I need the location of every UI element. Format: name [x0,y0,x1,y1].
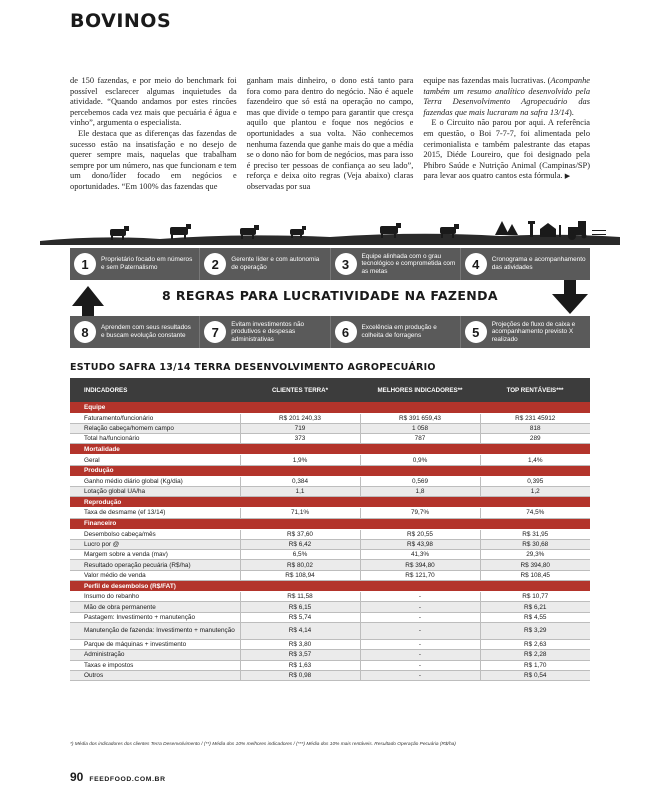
indicator-label: Relação cabeça/homem campo [70,423,240,433]
group-label: Mortalidade [70,444,590,455]
indicator-value: 0,9% [360,455,480,465]
rule-number-badge: 2 [204,253,226,275]
indicator-value: 719 [240,423,360,433]
indicator-value: R$ 1,70 [480,660,590,670]
indicator-value: - [360,650,480,660]
indicator-value: - [360,639,480,649]
indicator-value: R$ 2,28 [480,650,590,660]
indicator-value: R$ 201 240,33 [240,413,360,423]
table-body [70,402,590,681]
table-group-row [70,465,590,476]
article-paragraph [423,76,590,118]
indicator-label: Lotação global UA/ha [70,486,240,496]
table-row [70,529,590,539]
table-group-row [70,581,590,592]
indicator-value: R$ 108,94 [240,570,360,580]
rule-number-badge: 7 [204,321,226,343]
indicator-value: R$ 3,80 [240,639,360,649]
indicator-value: 0,384 [240,476,360,486]
rule-number-badge: 5 [465,321,487,343]
indicator-value: 6,5% [240,550,360,560]
table-group-row [70,444,590,455]
indicator-value: R$ 6,21 [480,602,590,612]
rule-item [461,316,590,348]
indicator-label: Insumo do rebanho [70,592,240,602]
indicator-value: 1,2 [480,486,590,496]
indicator-label: Administração [70,650,240,660]
rule-number-badge: 1 [74,253,96,275]
farm-landscape-illustration [40,215,620,245]
indicator-value: 0,395 [480,476,590,486]
table-row [70,560,590,570]
paragraph-text: equipe nas fazendas mais lucrativas. ( [423,76,551,85]
rules-title: 8 REGRAS PARA LUCRATIVIDADE NA FAZENDA [161,288,499,303]
indicator-value: - [360,622,480,639]
paragraph-italic-text: Acompanhe também um resumo analítico desenvolvido pela Terra Desenvolvimento Agropecuário das fazendas que mais lucraram na safra 13/14 [423,76,591,117]
indicator-value: R$ 3,29 [480,622,590,639]
paragraph-text: E o Circuito não parou por aqui. A referência em questão, o Boi 7-7-7, foi alimentada pelo cerimonialista e também palestrante das etapas 2015, Diéde Loureiro, que foi designado pela Phibro Saúde e Nutrição Animal (Campinas/SP) para levar aos quatro cantos esta fórmula. [423,118,591,181]
rules-infographic [70,248,590,353]
table-row [70,570,590,580]
rule-text: Cronograma e acompanhamento das atividades [491,256,586,271]
column-header: MELHORES INDICADORES** [360,378,480,402]
indicator-value: R$ 231 45912 [480,413,590,423]
website-label: FEEDFOOD.COM.BR [89,776,166,783]
article-paragraph: Ele destaca que as diferenças das fazendas de sucesso estão na insatisfação e no desejo de querer sempre mais, naquelas que trabalham sempre por um número, nas que funcionam e tem um dono/líder focado em negócios e oportunidades. “Em 100% das fazendas que [70,128,237,191]
rule-text: Gerente líder e com autonomia de operação [231,256,320,271]
table-row [70,476,590,486]
indicator-value: - [360,612,480,622]
indicator-value: 0,569 [360,476,480,486]
rule-text: Evitam investimentos não produtivos e despesas administrativas [231,320,305,343]
rule-item [70,316,200,348]
indicator-value: 818 [480,423,590,433]
indicator-value: R$ 3,57 [240,650,360,660]
table-row [70,550,590,560]
rule-number-badge: 3 [335,253,357,275]
indicator-value: 1 058 [360,423,480,433]
column-header: TOP RENTÁVEIS*** [480,378,590,402]
indicator-value: R$ 0,98 [240,670,360,680]
indicator-label: Parque de máquinas + investimento [70,639,240,649]
rule-number-badge: 8 [74,321,96,343]
article-paragraph: de 150 fazendas, e por meio do benchmark foi possível esclarecer algumas inquietudes da atividade. “Quando andamos por estes rincões percebemos cada vez mais que pecuária é água e vinho”, argumenta o especialista. [70,76,237,128]
rule-text: Aprendem com seus resultados e buscam evolução constante [101,324,191,339]
rule-number-badge: 6 [335,321,357,343]
indicator-value: 71,1% [240,508,360,518]
indicator-label: Outros [70,670,240,680]
column-header: INDICADORES [70,378,240,402]
indicator-value: R$ 108,45 [480,570,590,580]
rules-row-bottom [70,316,590,348]
indicator-value: R$ 0,54 [480,670,590,680]
indicator-value: R$ 31,95 [480,529,590,539]
table-row [70,602,590,612]
indicator-value: R$ 394,80 [480,560,590,570]
indicator-value: R$ 20,55 [360,529,480,539]
table-title: ESTUDO SAFRA 13/14 TERRA DESENVOLVIMENTO AGROPECUÁRIO [70,362,436,373]
indicator-value: - [360,592,480,602]
group-label: Reprodução [70,497,590,508]
indicator-value: R$ 11,58 [240,592,360,602]
indicator-value: R$ 2,63 [480,639,590,649]
indicator-label: Total ha/funcionário [70,434,240,444]
indicator-value: R$ 30,68 [480,539,590,549]
indicator-value: R$ 43,98 [360,539,480,549]
indicator-label: Faturamento/funcionário [70,413,240,423]
indicator-value: 29,3% [480,550,590,560]
indicator-value: 74,5% [480,508,590,518]
indicator-label: Desembolso cabeça/mês [70,529,240,539]
table-row [70,650,590,660]
table-row [70,639,590,649]
article-paragraph [423,118,590,182]
indicator-value: R$ 4,14 [240,622,360,639]
indicator-value: 1,8 [360,486,480,496]
indicator-value: R$ 121,70 [360,570,480,580]
table-row [70,660,590,670]
table-row [70,486,590,496]
indicator-label: Mão de obra permanente [70,602,240,612]
indicator-value: R$ 6,15 [240,602,360,612]
indicator-value: R$ 37,60 [240,529,360,539]
indicator-value: 787 [360,434,480,444]
indicator-value: 1,9% [240,455,360,465]
indicator-label: Manutenção de fazenda: Investimento + manutenção [70,622,240,639]
indicator-value: - [360,660,480,670]
rule-text: Projeções de fluxo de caixa e acompanhamento previsto X realizado [491,320,576,343]
indicator-value: 41,3% [360,550,480,560]
table-group-row [70,497,590,508]
article-column-3 [423,76,590,193]
indicator-value: R$ 6,42 [240,539,360,549]
column-header: CLIENTES TERRA* [240,378,360,402]
article-paragraph: ganham mais dinheiro, o dono está tanto para fora como para dentro do negócio. Não é aquele fazendeiro que só está na operação no campo, mas que divide o tempo para garantir que cresça aquilo que plantou e foque nos negócios e oportunidades a sua volta. Não conhecemos nenhuma fazenda que ganhe mais do que a média se o dono não for bom de negócios, mas para isso é preciso ter pessoas de confiança ao seu lado”, reforça e deixa oito regras (Veja abaixo) claras observadas por sua [246,76,414,191]
indicator-label: Valor médio de venda [70,570,240,580]
indicator-label: Pastagem: Investimento + manutenção [70,612,240,622]
indicator-value: R$ 1,63 [240,660,360,670]
article-column-1 [70,76,237,193]
table-row [70,434,590,444]
table-group-row [70,518,590,529]
indicators-table [70,378,590,681]
group-label: Produção [70,465,590,476]
paragraph-text: ). [568,107,574,117]
table-row [70,455,590,465]
indicator-value: R$ 10,77 [480,592,590,602]
rule-number-badge: 4 [465,253,487,275]
indicator-value: 79,7% [360,508,480,518]
continue-arrow-icon: ▶ [564,172,571,181]
indicator-value: - [360,670,480,680]
group-label: Equipe [70,402,590,413]
indicator-label: Taxas e impostos [70,660,240,670]
table-row [70,592,590,602]
article-column-2 [247,76,414,193]
indicator-value: R$ 80,02 [240,560,360,570]
table-row [70,423,590,433]
table-header-row [70,378,590,402]
rule-item [200,316,330,348]
table-row [70,508,590,518]
page-number: 90 [70,770,84,784]
group-label: Financeiro [70,518,590,529]
rule-text: Equipe alinhada com o grau tecnológico e comprometida com as metas [361,252,456,275]
indicator-label: Ganho médio diário global (Kg/dia) [70,476,240,486]
indicator-value: R$ 5,74 [240,612,360,622]
table-group-row [70,402,590,413]
indicator-value: 373 [240,434,360,444]
indicator-value: R$ 394,80 [360,560,480,570]
indicator-value: 289 [480,434,590,444]
rule-text: Proprietário focado em números e sem Paternalismo [101,256,193,271]
group-label: Perfil de desembolso (R$/FAT) [70,581,590,592]
rule-item [331,316,461,348]
table-footnote: *) Média dos indicadores dos clientes Terra Desenvolvimento / (**) Média dos 10% melhores indicadores / (***) Média dos 10% mais rentáveis. Resultado Operação Pecuária (R$/ha) [70,742,456,747]
section-title: BOVINOS [70,10,172,32]
table-row [70,622,590,639]
indicator-label: Taxa de desmame (ef 13/14) [70,508,240,518]
table-row [70,612,590,622]
table-row [70,670,590,680]
page-footer [70,770,166,784]
table-row [70,413,590,423]
indicator-value: 1,4% [480,455,590,465]
article-columns [70,76,590,193]
indicator-value: 1,1 [240,486,360,496]
indicator-value: R$ 4,55 [480,612,590,622]
indicator-label: Geral [70,455,240,465]
table-row [70,539,590,549]
indicator-label: Lucro por @ [70,539,240,549]
indicator-value: - [360,602,480,612]
indicator-value: R$ 391 659,43 [360,413,480,423]
indicator-label: Resultado operação pecuária (R$/ha) [70,560,240,570]
rule-text: Excelência em produção e colheita de forragens [361,324,437,339]
indicator-label: Margem sobre a venda (mav) [70,550,240,560]
